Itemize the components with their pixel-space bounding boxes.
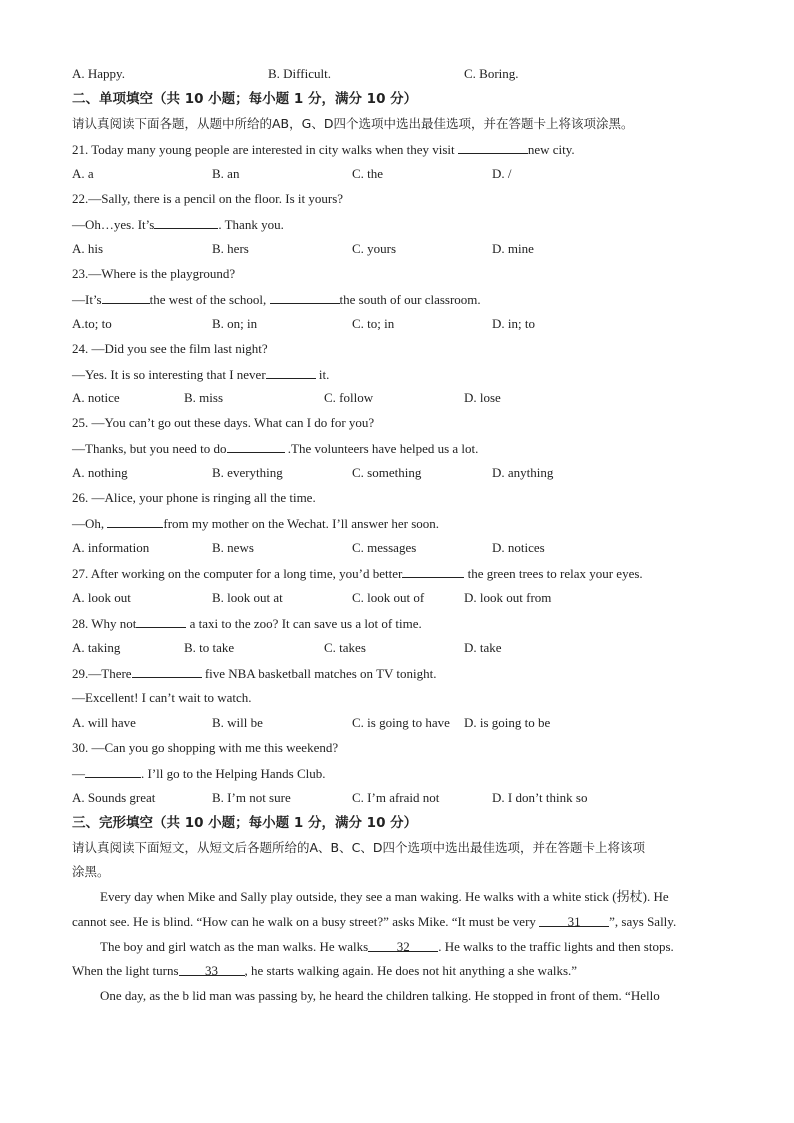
q27-option-d: D. look out from <box>464 590 552 605</box>
q29-reply: —Excellent! I can’t wait to watch. <box>72 690 252 705</box>
q28-option-b: B. to take <box>184 640 235 655</box>
q24-option-b: B. miss <box>184 390 224 405</box>
section3-instruction-line1: 请认真阅读下面短文，从短文后各题所给的A、B、C、D四个选项中选出最佳选项，并在答题卡上将该项 <box>72 840 645 855</box>
q28-option-d: D. take <box>464 640 502 655</box>
blank-33: 33 <box>179 963 245 976</box>
q25-option-d: D. anything <box>492 465 554 480</box>
q25-stem: 25. —You can’t go out these days. What can I do for you? <box>72 415 375 430</box>
q24-option-a: A. notice <box>72 390 120 405</box>
q23-option-c: C. to; in <box>352 316 395 331</box>
q23-option-b: B. on; in <box>212 316 258 331</box>
q21-option-d: D. / <box>492 166 512 181</box>
q25-reply: —Thanks, but you need to do .The volunteers have helped us a lot. <box>72 441 479 456</box>
q28-option-a: A. taking <box>72 640 121 655</box>
q22-option-b: B. hers <box>212 241 249 256</box>
q20-option-b: B. Difficult. <box>268 66 331 81</box>
q30-option-d: D. I don’t think so <box>492 790 588 805</box>
q22-option-a: A. his <box>72 241 104 256</box>
q23-reply: —It’s the west of the school, the south of our classroom. <box>72 292 481 307</box>
q25-option-a: A. nothing <box>72 465 128 480</box>
q27-option-b: B. look out at <box>212 590 283 605</box>
passage-p2-line1: The boy and girl watch as the man walks. He walks 32 . He walks to the traffic lights and then stops. <box>100 939 674 954</box>
blank-31: 31 <box>539 914 609 927</box>
q29-option-a: A. will have <box>72 715 136 730</box>
q21-option-b: B. an <box>212 166 240 181</box>
q23-option-a: A.to; to <box>72 316 112 331</box>
q21-stem: 21. Today many young people are interested in city walks when they visit new city. <box>72 142 575 157</box>
q22-stem: 22.—Sally, there is a pencil on the floor. Is it yours? <box>72 191 344 206</box>
q24-option-d: D. lose <box>464 390 501 405</box>
q22-reply: —Oh…yes. It’s . Thank you. <box>72 217 284 232</box>
q20-option-c: C. Boring. <box>464 66 519 81</box>
q30-option-a: A. Sounds great <box>72 790 156 805</box>
q30-option-c: C. I’m afraid not <box>352 790 440 805</box>
section2-instruction: 请认真阅读下面各题，从题中所给的AB，G、D四个选项中选出最佳选项，并在答题卡上将该项涂黑。 <box>72 116 634 131</box>
q25-option-b: B. everything <box>212 465 283 480</box>
q30-reply: — . I’ll go to the Helping Hands Club. <box>72 766 326 781</box>
section3-instruction-line2: 涂黑。 <box>72 864 110 879</box>
q23-stem: 23.—Where is the playground? <box>72 266 236 281</box>
passage-p1-line1: Every day when Mike and Sally play outside, they see a man waking. He walks with a white stick (拐杖). He <box>100 889 669 904</box>
q28-option-c: C. takes <box>324 640 366 655</box>
q25-option-c: C. something <box>352 465 422 480</box>
q20-option-a: A. Happy. <box>72 66 125 81</box>
q29-stem: 29.—There five NBA basketball matches on TV tonight. <box>72 666 437 681</box>
blank-32: 32 <box>368 939 438 952</box>
q21-option-c: C. the <box>352 166 384 181</box>
q24-option-c: C. follow <box>324 390 374 405</box>
q22-option-d: D. mine <box>492 241 534 256</box>
q28-stem: 28. Why not a taxi to the zoo? It can save us a lot of time. <box>72 616 422 631</box>
passage-p1-line2: cannot see. He is blind. “How can he walk on a busy street?” asks Mike. “It must be very 31 ”, says Sally. <box>72 914 677 929</box>
q21-option-a: A. a <box>72 166 94 181</box>
q27-option-a: A. look out <box>72 590 131 605</box>
passage-p2-line2: When the light turns 33 , he starts walking again. He does not hit anything a she walks.” <box>72 963 578 978</box>
q29-option-d: D. is going to be <box>464 715 551 730</box>
q29-option-b: B. will be <box>212 715 263 730</box>
q26-option-d: D. notices <box>492 540 545 555</box>
q26-option-b: B. news <box>212 540 254 555</box>
q26-option-a: A. information <box>72 540 150 555</box>
q24-stem: 24. —Did you see the film last night? <box>72 341 268 356</box>
q29-option-c: C. is going to have <box>352 715 450 730</box>
q22-option-c: C. yours <box>352 241 397 256</box>
q26-option-c: C. messages <box>352 540 417 555</box>
q23-option-d: D. in; to <box>492 316 535 331</box>
q27-stem: 27. After working on the computer for a long time, you’d better the green trees to relax your eyes. <box>72 566 643 581</box>
q27-option-c: C. look out of <box>352 590 425 605</box>
passage-p3-line1: One day, as the b lid man was passing by, he heard the children talking. He stopped in front of them. “Hello <box>100 988 660 1003</box>
q30-stem: 30. —Can you go shopping with me this weekend? <box>72 740 339 755</box>
q24-reply: —Yes. It is so interesting that I never it. <box>72 367 330 382</box>
section2-heading: 二、单项填空（共 10 小题；每小题 1 分，满分 10 分） <box>72 91 418 107</box>
q26-reply: —Oh, from my mother on the Wechat. I’ll answer her soon. <box>72 516 439 531</box>
q26-stem: 26. —Alice, your phone is ringing all the time. <box>72 490 316 505</box>
q30-option-b: B. I’m not sure <box>212 790 291 805</box>
section3-heading: 三、完形填空（共 10 小题；每小题 1 分，满分 10 分） <box>72 815 418 831</box>
